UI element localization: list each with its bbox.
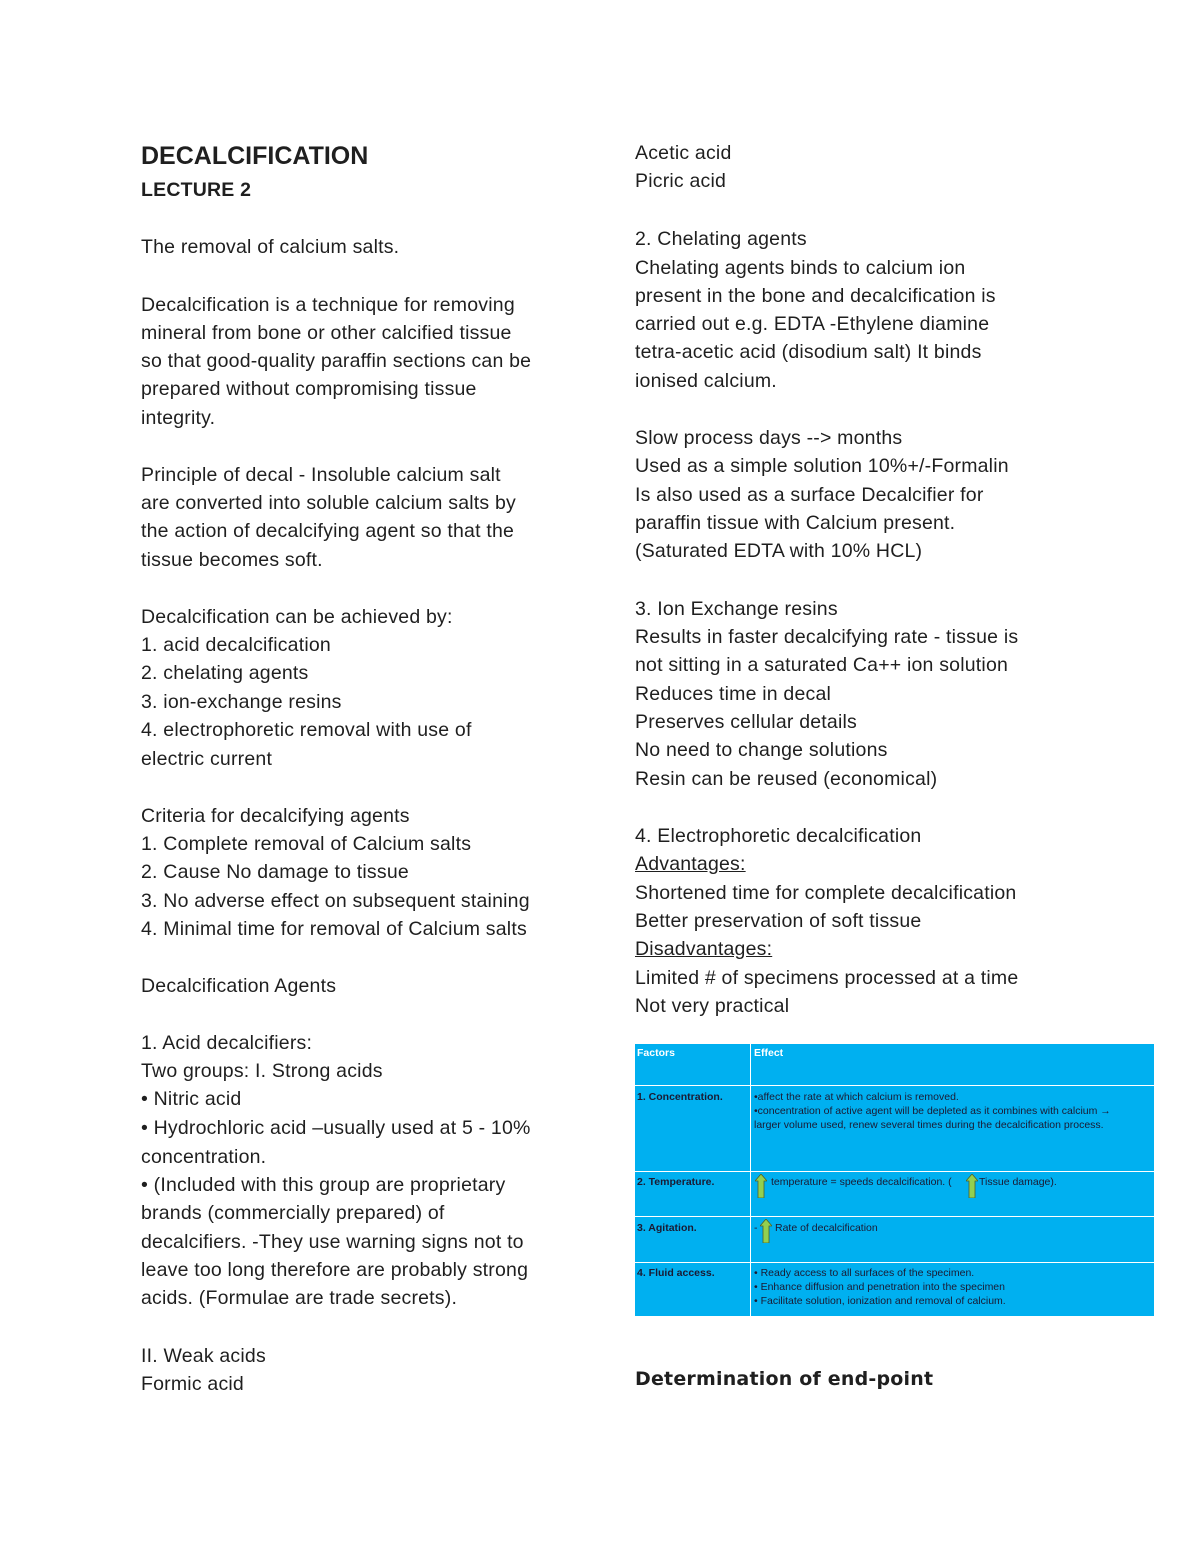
paragraph-line: the action of decalcifying agent so that the (141, 520, 515, 542)
paragraph-line: acids. (Formulae are trade secrets). (141, 1287, 458, 1309)
table-divider (635, 1262, 1154, 1263)
paragraph-line: ionised calcium. (635, 370, 777, 392)
paragraph-line: decalcifiers. -They use warning signs not to (141, 1231, 524, 1253)
paragraph-line: Chelating agents binds to calcium ion (635, 257, 966, 279)
list-item: • Hydrochloric acid –usually used at 5 - 10% (141, 1117, 531, 1139)
up-arrow-icon (755, 1174, 767, 1198)
effect-line: larger volume used, renew several times during the decalcification process. (754, 1119, 1104, 1131)
list-item: • (Included with this group are proprietary (141, 1174, 506, 1196)
list-item: • Nitric acid (141, 1088, 242, 1110)
list-item: 4. electrophoretic removal with use of (141, 719, 472, 741)
factor-temperature: 2. Temperature. (637, 1176, 715, 1188)
table-divider (635, 1171, 1154, 1172)
paragraph-line: carried out e.g. EDTA -Ethylene diamine (635, 313, 990, 335)
paragraph-line: Shortened time for complete decalcification (635, 882, 1017, 904)
paragraph-line: Decalcification can be achieved by: (141, 606, 453, 628)
table-divider (635, 1085, 1154, 1086)
section-heading: 3. Ion Exchange resins (635, 598, 838, 620)
paragraph-line: not sitting in a saturated Ca++ ion solution (635, 654, 1009, 676)
list-item: 4. Minimal time for removal of Calcium salts (141, 918, 527, 940)
list-item: 3. ion-exchange resins (141, 691, 342, 713)
list-item: 1. acid decalcification (141, 634, 331, 656)
paragraph-line: concentration. (141, 1146, 267, 1168)
table-header-effect: Effect (754, 1047, 784, 1059)
paragraph-line: Picric acid (635, 170, 727, 192)
effect-line: temperature = speeds decalcification. ( (771, 1176, 952, 1188)
paragraph-line: brands (commercially prepared) of (141, 1202, 445, 1224)
lecture-subtitle: LECTURE 2 (141, 179, 252, 201)
paragraph-line: Is also used as a surface Decalcifier for (635, 484, 984, 506)
list-item: 3. No adverse effect on subsequent staining (141, 890, 530, 912)
effect-line: •concentration of active agent will be depleted as it combines with calcium → (754, 1105, 1111, 1117)
section-heading: 4. Electrophoretic decalcification (635, 825, 922, 847)
section-heading: Decalcification Agents (141, 975, 337, 997)
end-point-heading: Determination of end-point (635, 1368, 934, 1390)
paragraph-line: Criteria for decalcifying agents (141, 805, 410, 827)
paragraph-line: Used as a simple solution 10%+/-Formalin (635, 455, 1009, 477)
effect-line: Rate of decalcification (775, 1222, 878, 1234)
section-heading: 2. Chelating agents (635, 228, 807, 250)
paragraph-line: Reduces time in decal (635, 683, 832, 705)
paragraph-line: prepared without compromising tissue (141, 378, 477, 400)
factor-fluid-access: 4. Fluid access. (637, 1267, 715, 1279)
paragraph-line: integrity. (141, 407, 216, 429)
effect-line: • Facilitate solution, ionization and removal of calcium. (754, 1295, 1006, 1307)
effect-line: Tissue damage). (979, 1176, 1057, 1188)
paragraph-line: tetra-acetic acid (disodium salt) It binds (635, 341, 982, 363)
list-item: 2. chelating agents (141, 662, 309, 684)
factor-concentration: 1. Concentration. (637, 1091, 723, 1103)
up-arrow-icon (760, 1219, 772, 1243)
effect-line: • Ready access to all surfaces of the specimen. (754, 1267, 975, 1279)
list-item: 1. Complete removal of Calcium salts (141, 833, 472, 855)
paragraph-line: Limited # of specimens processed at a time (635, 967, 1019, 989)
paragraph-line: Formic acid (141, 1373, 244, 1395)
paragraph-line: leave too long therefore are probably strong (141, 1259, 529, 1281)
paragraph-line: present in the bone and decalcification is (635, 285, 996, 307)
effect-line: •affect the rate at which calcium is removed. (754, 1091, 959, 1103)
paragraph-line: 1. Acid decalcifiers: (141, 1032, 313, 1054)
document-title: DECALCIFICATION (141, 142, 369, 170)
effect-line: • Enhance diffusion and penetration into the specimen (754, 1281, 1005, 1293)
paragraph-line: tissue becomes soft. (141, 549, 323, 571)
paragraph-line: Resin can be reused (economical) (635, 768, 938, 790)
paragraph-line: Decalcification is a technique for removing (141, 294, 515, 316)
paragraph-line: Principle of decal - Insoluble calcium salt (141, 464, 501, 486)
paragraph-line: Slow process days --> months (635, 427, 903, 449)
table-header-factors: Factors (637, 1047, 675, 1059)
paragraph-line: II. Weak acids (141, 1345, 266, 1367)
paragraph-line: (Saturated EDTA with 10% HCL) (635, 540, 923, 562)
list-item: electric current (141, 748, 273, 770)
paragraph-line: Not very practical (635, 995, 790, 1017)
paragraph-line: are converted into soluble calcium salts by (141, 492, 516, 514)
paragraph-line: The removal of calcium salts. (141, 236, 400, 258)
paragraph-line: Better preservation of soft tissue (635, 910, 922, 932)
list-item: 2. Cause No damage to tissue (141, 861, 409, 883)
factor-agitation: 3. Agitation. (637, 1222, 697, 1234)
paragraph-line: No need to change solutions (635, 739, 888, 761)
up-arrow-icon (966, 1174, 978, 1198)
paragraph-line: paraffin tissue with Calcium present. (635, 512, 956, 534)
advantages-label: Advantages: (635, 853, 746, 875)
paragraph-line: Two groups: I. Strong acids (141, 1060, 383, 1082)
paragraph-line: Results in faster decalcifying rate - tissue is (635, 626, 1019, 648)
disadvantages-label: Disadvantages: (635, 938, 773, 960)
paragraph-line: Preserves cellular details (635, 711, 857, 733)
table-divider (635, 1216, 1154, 1217)
paragraph-line: so that good-quality paraffin sections can be (141, 350, 532, 372)
effect-prefix: - (754, 1222, 758, 1234)
factors-table (635, 1044, 1154, 1316)
paragraph-line: mineral from bone or other calcified tissue (141, 322, 512, 344)
paragraph-line: Acetic acid (635, 142, 732, 164)
